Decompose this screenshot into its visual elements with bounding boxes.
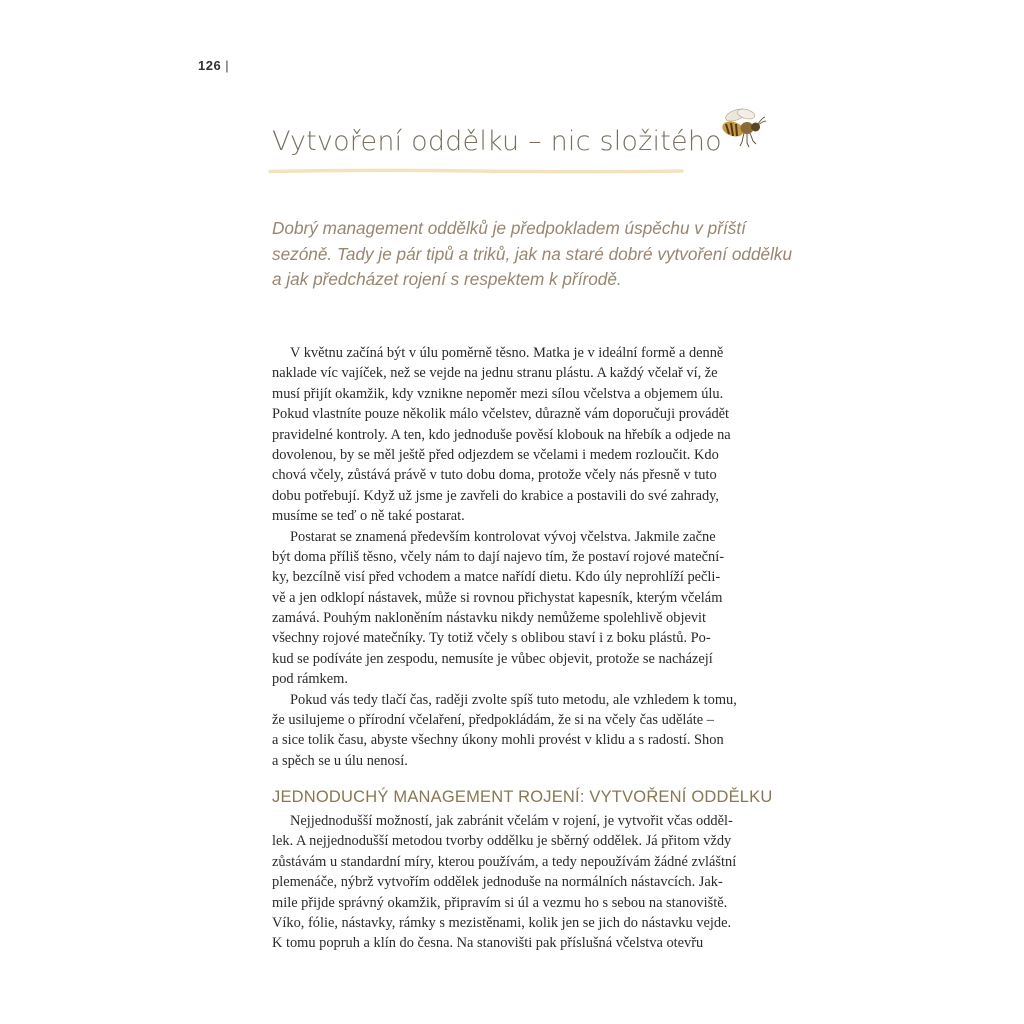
body-line: chová včely, zůstává právě v tuto dobu doma, protože včely nás přesně v tuto [272, 467, 717, 484]
section-body-line: lek. A nejjednodušší metodou tvorby oddělku je sběrný oddělek. Já přitom vždy [272, 833, 732, 850]
lead-line: a jak předcházet rojení s respektem k přírodě. [272, 269, 622, 289]
body-text [272, 343, 772, 771]
section-body-line: plemenáče, nýbrž vytvořím oddělek jednoduše na normálních nástavcích. Jak- [272, 874, 723, 891]
lead-line: sezóně. Tady je pár tipů a triků, jak na staré dobré vytvoření oddělku [272, 243, 793, 264]
body-line: Pokud vlastníte pouze několik málo včelstev, důrazně vám doporučuji provádět [272, 406, 730, 423]
body-line: že usilujeme o přírodní včelaření, předpokládám, že si na včely čas uděláte – [272, 712, 714, 729]
body-line: vě a jen odklopí nástavek, může si rovnou přichystat kapesník, kterým včelám [272, 589, 723, 606]
body-line: a sice tolik času, abyste všechny úkony mohli provést v klidu a s radostí. Shon [272, 732, 724, 749]
section-body-line: zůstávám u standardní míry, kterou používám, a tedy nepoužívám žádné zvláštní [272, 853, 737, 870]
section-body-line: Víko, fólie, nástavky, rámky s mezistěnami, kolik jen se jich do nástavku vejde. [272, 914, 732, 931]
section-body-line: K tomu popruh a klín do česna. Na stanovišti pak příslušná včelstva otevřu [272, 935, 704, 952]
lead-line: Dobrý management oddělků je předpokladem úspěchu v příští [272, 218, 746, 238]
body-line: pravidelné kontroly. A ten, kdo jednoduše pověsí klobouk na hřebík a odjede na [272, 426, 731, 443]
body-line: zamává. Pouhým nakloněním nástavku nikdy nemůžeme spolehlivě objevit [272, 610, 707, 627]
title-underline [268, 168, 684, 174]
body-line: naklade víc vajíček, než se vejde na jednu stranu plástu. A každý včelař ví, že [272, 365, 718, 382]
body-line: musíme se teď o ně také postarat. [272, 508, 465, 525]
body-line: Postarat se znamená především kontrolovat vývoj včelstva. Jakmile začne [290, 528, 716, 545]
page-number-value: 126 [198, 58, 222, 73]
page-number-separator: | [225, 58, 230, 73]
chapter-title: Vytvoření oddělku – nic složitého [272, 126, 722, 157]
body-line: dovolenou, by se měl ještě před odjezdem se včelami i medem rozloučit. Kdo [272, 446, 719, 463]
section-body-text [272, 811, 772, 954]
body-line: být doma příliš těsno, včely nám to dají najevo tím, že postaví rojové mateční- [272, 548, 724, 565]
bee-icon [716, 106, 768, 150]
body-line: ky, bezcílně visí před vchodem a matce nařídí dietu. Kdo úly neprohlíží pečli- [272, 569, 721, 586]
body-line: kud se podíváte jen zespodu, nemusíte je vůbec objevit, protože se nacházejí [272, 650, 713, 667]
section-body-line: mile přijde správný okamžik, připravím si úl a vezmu ho s sebou na stanoviště. [272, 894, 728, 911]
page-number [198, 58, 229, 73]
body-line: všechny rojové matečníky. Ty totiž včely s oblibou staví i z boku plástů. Po- [272, 630, 711, 647]
section-heading: JEDNODUCHÝ MANAGEMENT ROJENÍ: VYTVOŘENÍ ODDĚLKU [272, 788, 773, 806]
body-line: musí přijít okamžik, kdy vznikne nepoměr mezi sílou včelstva a objemem úlu. [272, 385, 724, 402]
body-line: V květnu začíná být v úlu poměrně těsno. Matka je v ideální formě a denně [290, 345, 724, 361]
body-line: a spěch se u úlu nenosí. [272, 752, 408, 769]
lead-paragraph [272, 216, 793, 293]
body-line: Pokud vás tedy tlačí čas, raději zvolte spíš tuto metodu, ale vzhledem k tomu, [290, 691, 737, 708]
section-body-line: Nejjednodušší možností, jak zabránit včelám v rojení, je vytvořit včas odděl- [290, 813, 733, 829]
body-line: pod rámkem. [272, 671, 348, 688]
body-line: dobu potřebují. Když už jsme je zavřeli do krabice a postavili do své zahrady, [272, 487, 720, 504]
